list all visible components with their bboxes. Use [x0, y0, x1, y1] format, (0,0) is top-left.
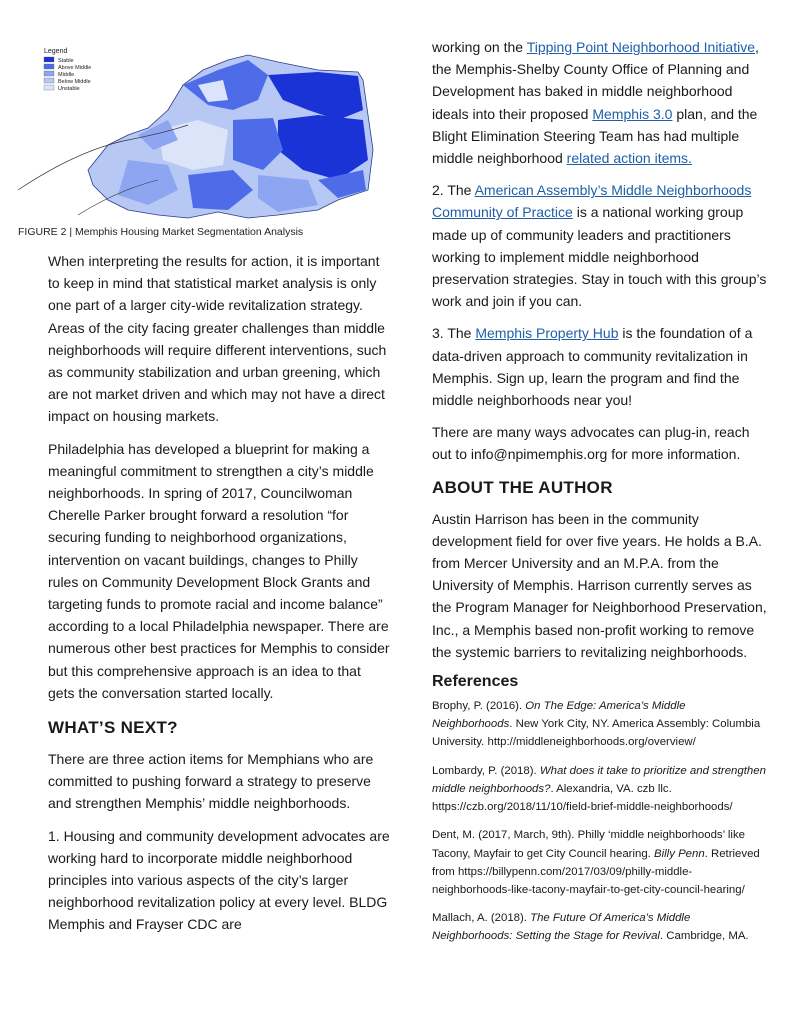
- heading-references: References: [432, 673, 519, 691]
- figure-caption: FIGURE 2 | Memphis Housing Market Segmentation Analysis: [18, 226, 304, 238]
- link-tipping-point[interactable]: Tipping Point Neighborhood Initiative: [526, 39, 755, 55]
- legend-label: Unstable: [58, 86, 80, 92]
- paragraph-action-items: There are three action items for Memphians who are committed to pushing forward a strategy to preserve and strengthen Memphis’ middle neighborhoods.: [48, 751, 374, 812]
- legend-swatch: [44, 57, 54, 62]
- legend-swatch: [44, 64, 54, 69]
- legend-label: Middle: [58, 72, 75, 78]
- paragraph-interpreting: When interpreting the results for action, it is important to keep in mind that statistical market analysis is only one part of a larger city-wide revitalization strategy. Areas of the city facing greater challenges than middle neighborhoods will require different interventions, such as community stabilization and urban greening, which are not market driven and which may not have a direct impact on housing markets.: [48, 253, 387, 425]
- legend-title: Legend: [44, 48, 68, 55]
- right-column: [432, 36, 768, 956]
- link-memphis-3[interactable]: Memphis 3.0: [592, 105, 673, 122]
- heading-whats-next: WHAT’S NEXT?: [48, 718, 178, 738]
- legend-items: [44, 57, 91, 92]
- paragraph-philadelphia: Philadelphia has developed a blueprint for making a meaningful commitment to strengthen a city’s middle neighborhoods. In spring of 2017, Councilwoman Cherelle Parker brought forward a resolution “for securing funding to neighborhood organizations, intervention on vacant buildings, changes to Philly rules on Community Development Block Grants and targeting funds to promote racial and income balance” according to a local Philadelphia newspaper. There are numerous other best practices for Memphis to consider but this comprehensive approach is an idea to that gets the conversation started locally.: [48, 440, 390, 701]
- left-column: [48, 250, 390, 946]
- legend-swatch: [44, 78, 54, 83]
- paragraph-author-bio: Austin Harrison has been in the community development field for over five years. He holds a B.A. from Mercer University and an M.P.A. from the University of Memphis. Harrison currently serves as the Program Manager for Neighborhood Preservation, Inc., a Memphis based non-profit working to remove the systemic barriers to revitalizing neighborhoods.: [432, 510, 767, 660]
- reference-item: Dent, M. (2017, March, 9th). Philly ‘middle neighborhoods’ like Tacony, Mayfair to get City Council hearing. Billy Penn. Retrieved from https://billypenn.com/2017/03/09/philly-middle-neighborhoods-like-tacony-mayfair-to-get-city-council-hearing/: [432, 829, 760, 896]
- paragraph-item-2: 2. The American Assembly’s Middle Neighborhoods Community of Practice is a national working group made up of community leaders and practitioners working to implement middle neighborhood preservation strategies. Stay in touch with this group’s work and join if you can.: [432, 182, 767, 310]
- paragraph-item-1-cont: working on the Tipping Point Neighborhood Initiative, the Memphis-Shelby County Office of Planning and Development has baked in middle neighborhood ideals into their proposed Memphis 3.0 plan, and the Blight Elimination Steering Team has had multiple middle neighborhood related action items.: [432, 39, 759, 167]
- link-related-action-items[interactable]: related action items.: [566, 150, 692, 167]
- memphis-market-map: [18, 40, 390, 220]
- legend-label: Stable: [58, 58, 74, 64]
- paragraph-item-3: 3. The Memphis Property Hub is the foundation of a data-driven approach to community revitalization in Memphis. Sign up, learn the program and find the middle neighborhoods near you!: [432, 325, 753, 409]
- link-american-assembly[interactable]: American Assembly’s Middle Neighborhoods Community of Practice: [432, 182, 752, 221]
- reference-item: Lombardy, P. (2018). What does it take to prioritize and strengthen middle neighborhoods?. Alexandria, VA. czb llc. https://czb.org/2018/11/10/field-brief-middle-neighborhoods/: [432, 764, 766, 814]
- paragraph-plug-in: There are many ways advocates can plug-in, reach out to info@npimemphis.org for more information.: [432, 424, 750, 463]
- heading-about-author: ABOUT THE AUTHOR: [432, 477, 613, 497]
- reference-list: [432, 697, 768, 945]
- legend-label: Below Middle: [58, 79, 91, 85]
- link-memphis-property-hub[interactable]: Memphis Property Hub: [475, 325, 619, 342]
- reference-item: Brophy, P. (2016). On The Edge: America’s Middle Neighborhoods. New York City, NY. America Assembly: Columbia University. http://middleneighborhoods.org/overview/: [432, 700, 761, 749]
- legend-swatch: [44, 71, 54, 76]
- paragraph-item-1: 1. Housing and community development advocates are working hard to incorporate middle neighborhood principles into various aspects of the city’s larger neighborhood revitalization policy at every level. BLDG Memphis and Frayser CDC are: [48, 827, 390, 933]
- legend-swatch: [44, 85, 54, 90]
- reference-item: Mallach, A. (2018). The Future Of America’s Middle Neighborhoods: Setting the Stage for Revival. Cambridge, MA.: [432, 912, 749, 943]
- legend-label: Above Middle: [58, 65, 92, 71]
